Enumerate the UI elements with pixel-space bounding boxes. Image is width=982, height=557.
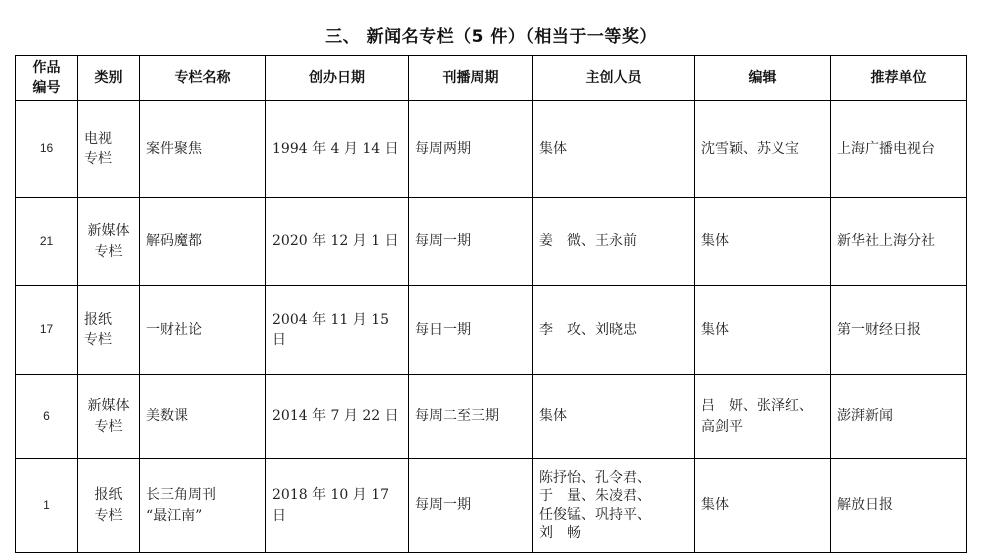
cell-id: 1 (16, 459, 78, 553)
cell-date: 2020 年 12 月 1 日 (266, 198, 409, 286)
cell-category: 新媒体 专栏 (78, 375, 140, 459)
cell-unit: 新华社上海分社 (831, 198, 967, 286)
cell-period: 每周一期 (409, 198, 533, 286)
header-name: 专栏名称 (140, 56, 266, 101)
cell-id: 17 (16, 286, 78, 375)
header-id: 作品 编号 (16, 56, 78, 101)
table-header-row (16, 56, 967, 101)
cell-creators: 集体 (533, 375, 695, 459)
table-row (16, 375, 967, 459)
cell-id: 16 (16, 101, 78, 198)
cell-category: 报纸 专栏 (78, 459, 140, 553)
cell-category: 报纸 专栏 (78, 286, 140, 375)
cell-name: 解码魔都 (140, 198, 266, 286)
table-row (16, 459, 967, 553)
header-unit: 推荐单位 (831, 56, 967, 101)
cell-editors: 集体 (695, 198, 831, 286)
cell-editors: 沈雪颖、苏义宝 (695, 101, 831, 198)
header-creators: 主创人员 (533, 56, 695, 101)
cell-name: 案件聚焦 (140, 101, 266, 198)
cell-category: 新媒体 专栏 (78, 198, 140, 286)
cell-period: 每日一期 (409, 286, 533, 375)
header-date: 创办日期 (266, 56, 409, 101)
cell-editors: 吕 妍、张泽红、 高剑平 (695, 375, 831, 459)
cell-name: 长三角周刊 “最江南” (140, 459, 266, 553)
cell-creators: 集体 (533, 101, 695, 198)
cell-unit: 第一财经日报 (831, 286, 967, 375)
cell-unit: 解放日报 (831, 459, 967, 553)
cell-period: 每周一期 (409, 459, 533, 553)
cell-date: 2018 年 10 月 17 日 (266, 459, 409, 553)
cell-date: 2004 年 11 月 15 日 (266, 286, 409, 375)
cell-date: 2014 年 7 月 22 日 (266, 375, 409, 459)
cell-editors: 集体 (695, 459, 831, 553)
award-table (15, 55, 967, 553)
cell-creators: 陈抒怡、孔令君、 于 量、朱凌君、 任俊锰、巩持平、 刘 畅 (533, 459, 695, 553)
page-title: 三、 新闻名专栏（5 件）（相当于一等奖） (325, 27, 657, 47)
header-editors: 编辑 (695, 56, 831, 101)
header-period: 刊播周期 (409, 56, 533, 101)
table-row (16, 286, 967, 375)
cell-date: 1994 年 4 月 14 日 (266, 101, 409, 198)
cell-creators: 姜 微、王永前 (533, 198, 695, 286)
cell-name: 美数课 (140, 375, 266, 459)
cell-unit: 澎湃新闻 (831, 375, 967, 459)
cell-period: 每周两期 (409, 101, 533, 198)
header-category: 类别 (78, 56, 140, 101)
cell-creators: 李 攻、刘晓忠 (533, 286, 695, 375)
cell-period: 每周二至三期 (409, 375, 533, 459)
cell-category: 电视 专栏 (78, 101, 140, 198)
table-row (16, 101, 967, 198)
table-row (16, 198, 967, 286)
cell-unit: 上海广播电视台 (831, 101, 967, 198)
cell-name: 一财社论 (140, 286, 266, 375)
cell-editors: 集体 (695, 286, 831, 375)
cell-id: 21 (16, 198, 78, 286)
cell-id: 6 (16, 375, 78, 459)
